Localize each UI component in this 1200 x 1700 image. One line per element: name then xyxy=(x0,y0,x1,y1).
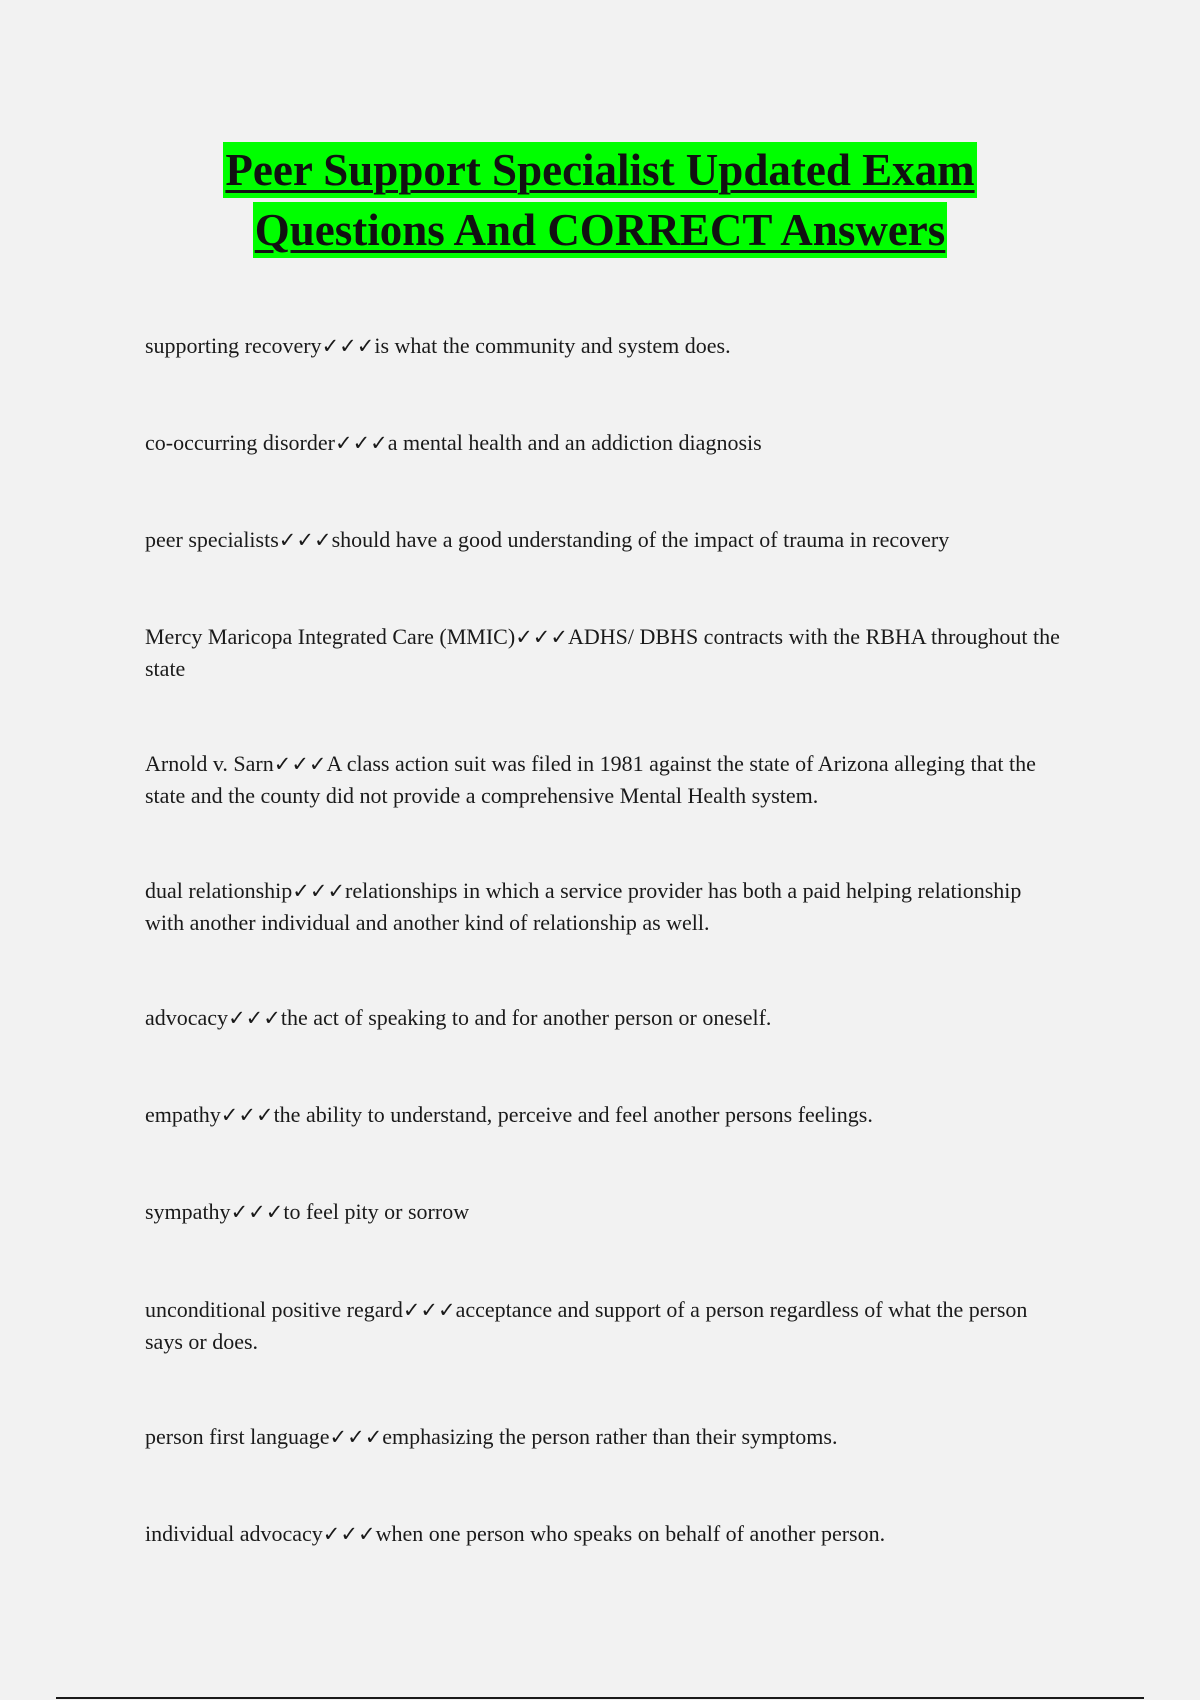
qa-definition: emphasizing the person rather than their symptoms. xyxy=(382,1424,838,1449)
qa-term: dual relationship xyxy=(145,878,293,903)
check-marks-icon: ✓✓✓ xyxy=(273,752,327,776)
check-marks-icon: ✓✓✓ xyxy=(402,1298,456,1322)
qa-term: supporting recovery xyxy=(145,333,322,358)
qa-item xyxy=(145,1002,771,1034)
qa-term: unconditional positive regard xyxy=(145,1297,403,1322)
qa-definition: the ability to understand, perceive and feel another persons feelings. xyxy=(273,1102,873,1127)
title-line-2: Questions And CORRECT Answers xyxy=(253,202,948,258)
qa-item xyxy=(145,1421,837,1453)
qa-item xyxy=(145,427,762,459)
qa-term: peer specialists xyxy=(145,527,279,552)
check-marks-icon: ✓✓✓ xyxy=(322,1522,376,1546)
qa-term: person first language xyxy=(145,1424,330,1449)
check-marks-icon: ✓✓✓ xyxy=(329,1425,383,1449)
qa-term: co-occurring disorder xyxy=(145,430,335,455)
title-line-1: Peer Support Specialist Updated Exam xyxy=(223,142,976,198)
qa-item xyxy=(145,524,949,556)
page-title xyxy=(0,142,1200,262)
qa-item xyxy=(145,330,731,362)
check-marks-icon: ✓✓✓ xyxy=(321,334,375,358)
qa-item xyxy=(145,1518,885,1550)
check-marks-icon: ✓✓✓ xyxy=(292,879,346,903)
qa-definition: is what the community and system does. xyxy=(374,333,731,358)
qa-definition: ADHS/ DBHS contracts with the RBHA throughout the state xyxy=(145,624,1060,681)
qa-item xyxy=(145,621,1065,684)
qa-definition: relationships in which a service provider has both a paid helping relationship with another individual and another kind of relationship as well. xyxy=(145,878,1022,935)
check-marks-icon: ✓✓✓ xyxy=(515,625,568,649)
qa-definition: A class action suit was filed in 1981 against the state of Arizona alleging that the state and the county did not provide a comprehensive Mental Health system. xyxy=(145,751,1036,808)
footer-divider xyxy=(56,1697,1144,1699)
qa-term: advocacy xyxy=(145,1005,229,1030)
check-marks-icon: ✓✓✓ xyxy=(278,528,332,552)
qa-definition: a mental health and an addiction diagnosis xyxy=(387,430,762,455)
qa-definition: to feel pity or sorrow xyxy=(283,1199,470,1224)
check-marks-icon: ✓✓✓ xyxy=(228,1006,281,1030)
qa-definition: when one person who speaks on behalf of another person. xyxy=(375,1521,886,1546)
qa-term: sympathy xyxy=(145,1199,231,1224)
check-marks-icon: ✓✓✓ xyxy=(334,431,388,455)
check-marks-icon: ✓✓✓ xyxy=(230,1200,284,1224)
qa-item xyxy=(145,1294,1065,1357)
qa-definition: acceptance and support of a person regardless of what the person says or does. xyxy=(145,1297,1028,1354)
qa-term: empathy xyxy=(145,1102,221,1127)
qa-item xyxy=(145,748,1065,811)
qa-term: Mercy Maricopa Integrated Care (MMIC) xyxy=(145,624,516,649)
qa-item xyxy=(145,1196,469,1228)
qa-definition: the act of speaking to and for another person or oneself. xyxy=(280,1005,772,1030)
qa-item xyxy=(145,875,1065,938)
qa-definition: should have a good understanding of the impact of trauma in recovery xyxy=(331,527,950,552)
check-marks-icon: ✓✓✓ xyxy=(220,1103,274,1127)
qa-item xyxy=(145,1099,873,1131)
qa-term: individual advocacy xyxy=(145,1521,323,1546)
qa-term: Arnold v. Sarn xyxy=(145,751,274,776)
